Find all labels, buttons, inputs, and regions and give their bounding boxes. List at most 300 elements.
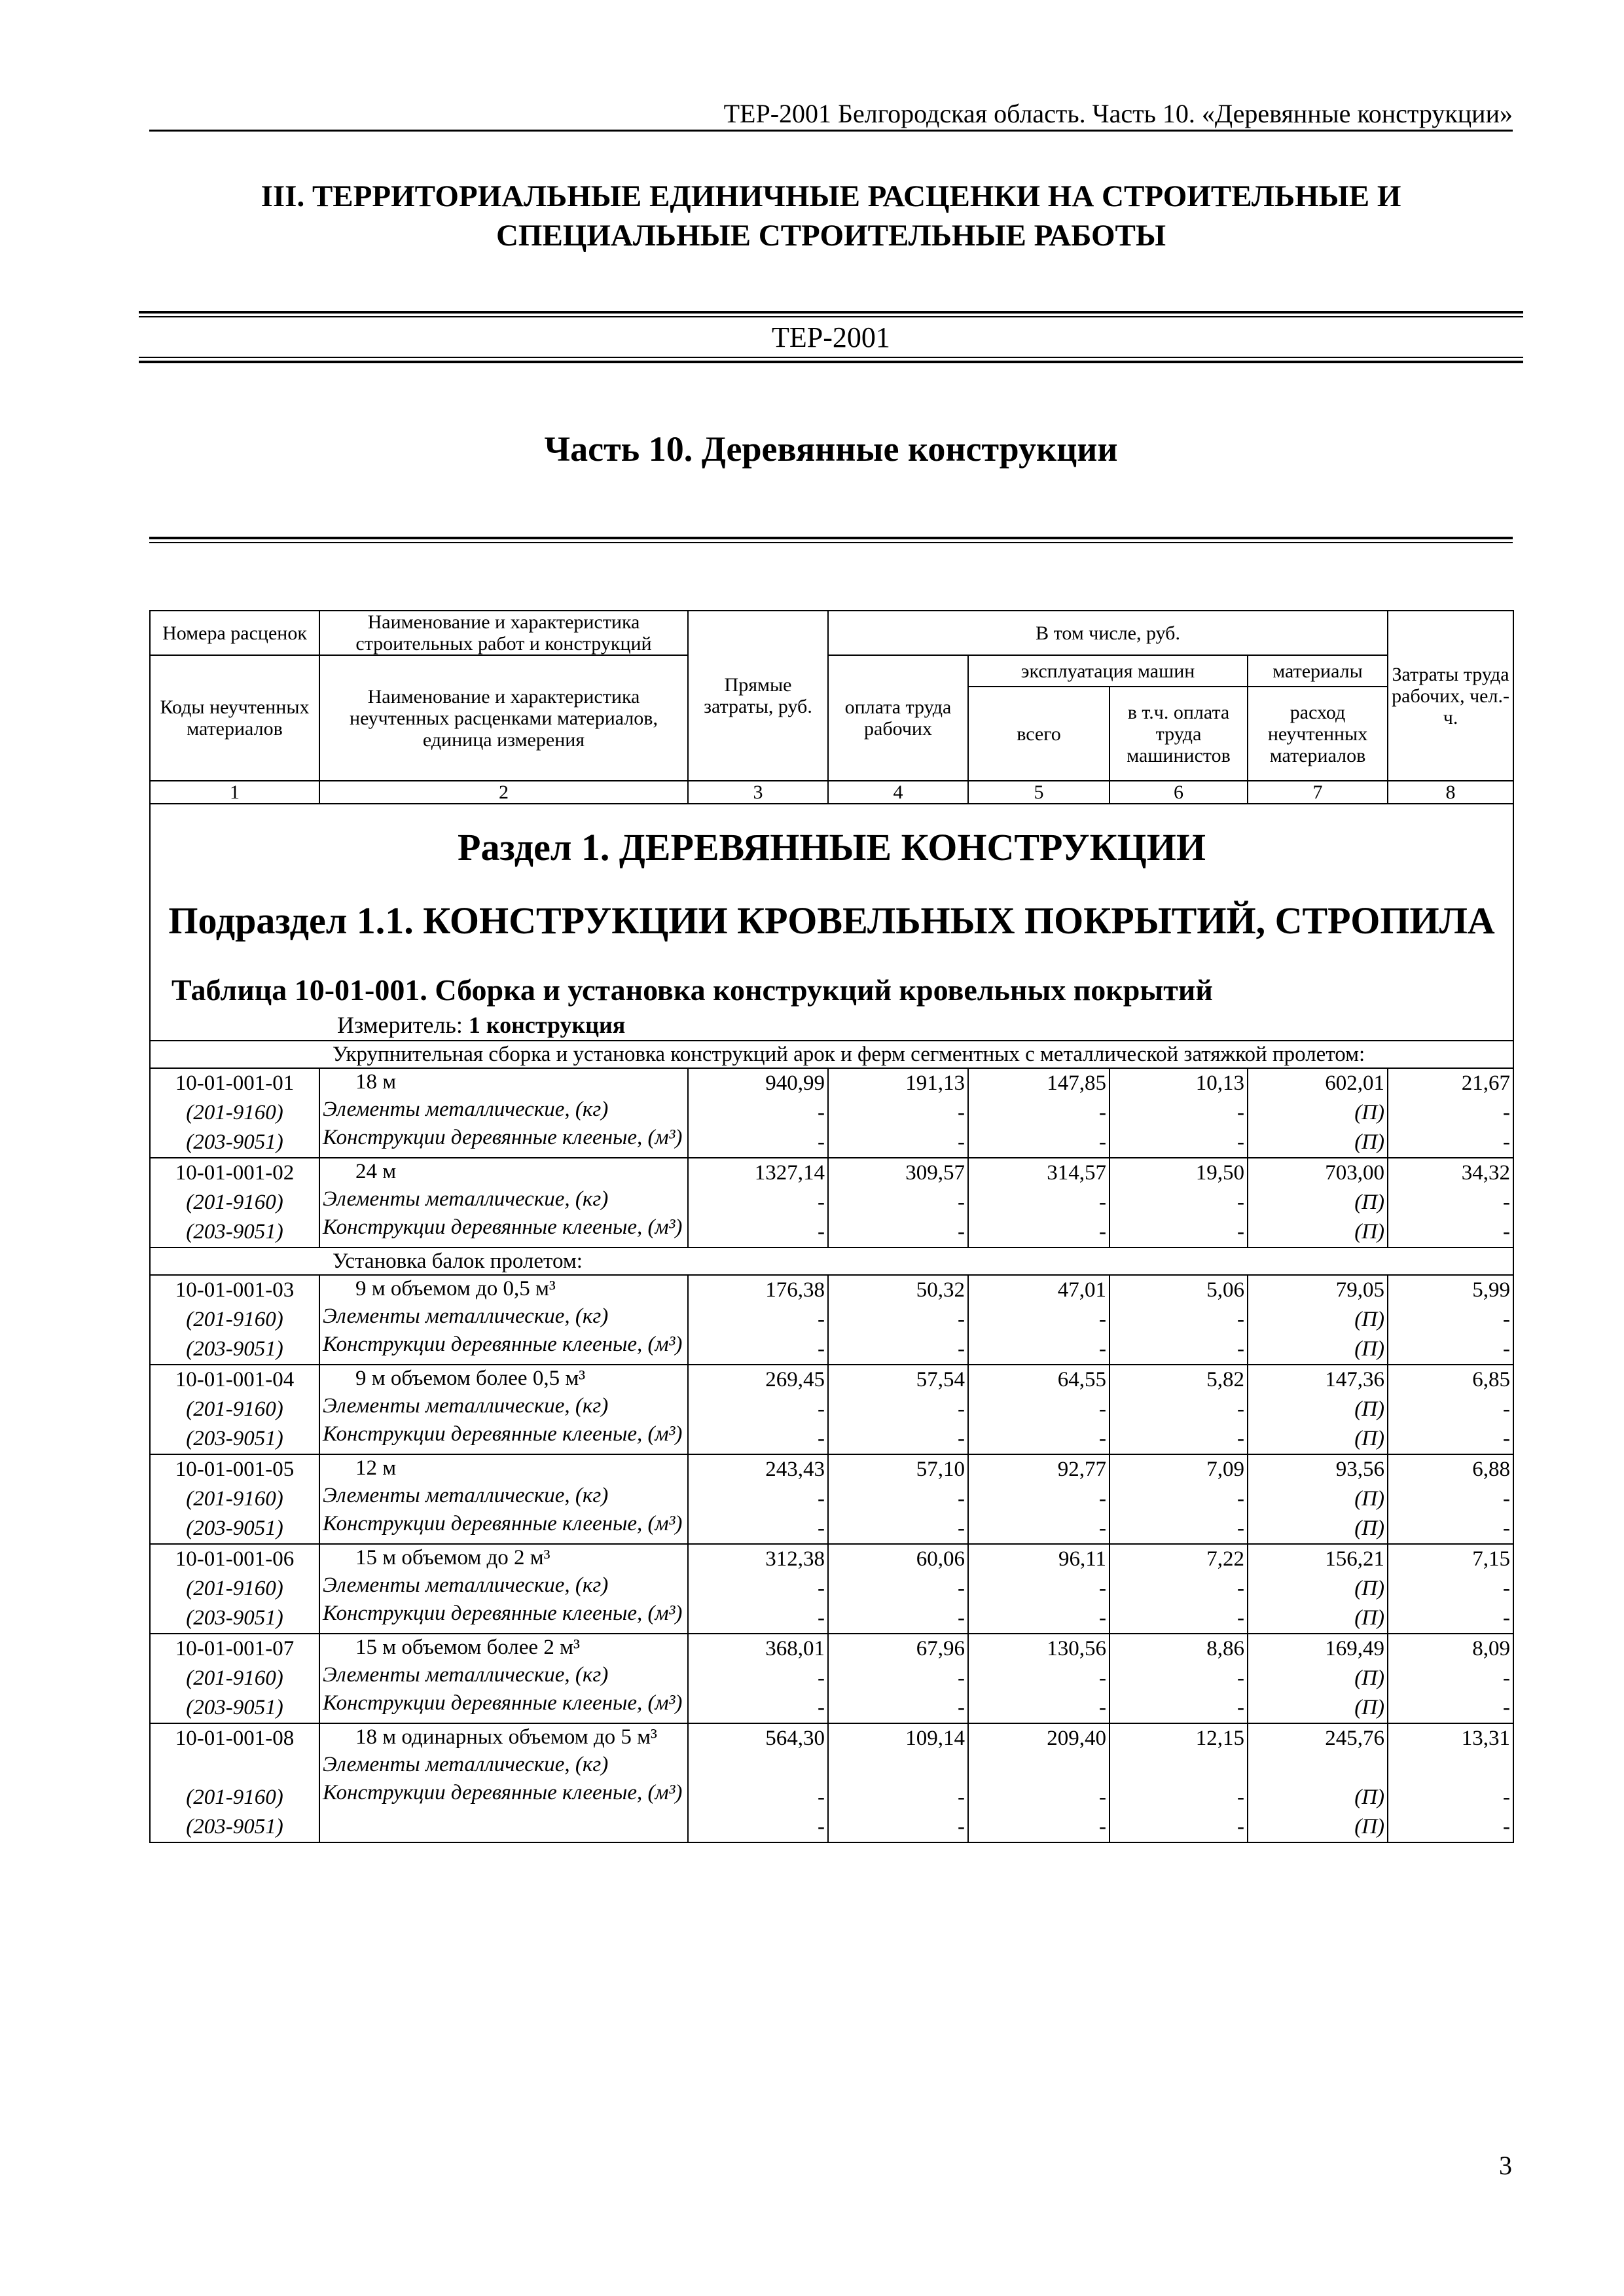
name-cell xyxy=(319,1275,688,1365)
machpay-cell xyxy=(1110,1454,1248,1544)
material-mark: (П) xyxy=(1354,1487,1385,1511)
material-code: (203-9051) xyxy=(186,1130,283,1154)
material-code: (201-9160) xyxy=(186,1101,283,1124)
header-rates-numbers: Номера расценок xyxy=(150,611,319,655)
direct-cell xyxy=(688,1723,828,1842)
work-name: 12 м xyxy=(355,1456,397,1480)
direct-value: 564,30 xyxy=(765,1727,825,1750)
header-direct-costs: Прямые затраты, руб. xyxy=(688,611,828,781)
labor-value: 5,99 xyxy=(1472,1278,1511,1302)
code-cell xyxy=(150,1365,319,1454)
material-code: (201-9160) xyxy=(186,1487,283,1511)
mat-cell xyxy=(1248,1068,1388,1158)
dash: - xyxy=(958,1577,965,1600)
labor-cell xyxy=(1388,1634,1513,1723)
direct-cell xyxy=(688,1454,828,1544)
pay-value: 109,14 xyxy=(905,1727,965,1750)
pay-cell xyxy=(828,1723,968,1842)
header-work-name: Наименование и характеристика строительных работ и конструкций xyxy=(319,611,688,655)
group-row xyxy=(150,1041,1513,1068)
material-name: Элементы металлические, (кг) xyxy=(323,1753,609,1776)
table-title: Таблица 10-01-001. Сборка и установка конструкций кровельных покрытий xyxy=(171,973,1213,1007)
dash: - xyxy=(1237,1397,1244,1421)
group-row-spacer xyxy=(150,1247,319,1275)
direct-cell xyxy=(688,1634,828,1723)
col-num: 7 xyxy=(1248,781,1388,804)
material-mark: (П) xyxy=(1354,1191,1385,1214)
work-name: 15 м объемом до 2 м³ xyxy=(355,1546,550,1570)
material-code: (203-9051) xyxy=(186,1815,283,1839)
box-bottom-rule xyxy=(139,357,1523,363)
material-code: (201-9160) xyxy=(186,1397,283,1421)
material-code: (203-9051) xyxy=(186,1606,283,1630)
material-code: (203-9051) xyxy=(186,1696,283,1719)
dash: - xyxy=(1099,1101,1106,1124)
dash: - xyxy=(1503,1308,1511,1331)
dash: - xyxy=(1237,1815,1244,1839)
material-mark: (П) xyxy=(1354,1101,1385,1124)
dash: - xyxy=(1503,1516,1511,1540)
machpay-cell xyxy=(1110,1544,1248,1634)
labor-value: 6,88 xyxy=(1472,1458,1511,1481)
dash: - xyxy=(1237,1516,1244,1540)
labor-cell xyxy=(1388,1158,1513,1247)
dash: - xyxy=(1503,1130,1511,1154)
dash: - xyxy=(1503,1577,1511,1600)
mat-cell xyxy=(1248,1544,1388,1634)
dash: - xyxy=(958,1666,965,1690)
machpay-value: 19,50 xyxy=(1195,1161,1244,1185)
dash: - xyxy=(818,1516,825,1540)
material-code: (201-9160) xyxy=(186,1577,283,1600)
dash: - xyxy=(958,1191,965,1214)
dash: - xyxy=(1503,1815,1511,1839)
labor-value: 8,09 xyxy=(1472,1637,1511,1660)
name-cell xyxy=(319,1158,688,1247)
direct-value: 940,99 xyxy=(765,1071,825,1095)
machpay-value: 10,13 xyxy=(1195,1071,1244,1095)
dash: - xyxy=(1503,1101,1511,1124)
machpay-cell xyxy=(1110,1275,1248,1365)
dash: - xyxy=(818,1308,825,1331)
dash: - xyxy=(818,1101,825,1124)
mat-cell xyxy=(1248,1275,1388,1365)
mat-value: 147,36 xyxy=(1325,1368,1385,1391)
header-rule xyxy=(149,130,1513,132)
machpay-value: 5,06 xyxy=(1206,1278,1244,1302)
dash: - xyxy=(958,1101,965,1124)
dash: - xyxy=(1503,1427,1511,1450)
header-total: всего xyxy=(968,687,1110,781)
table-row xyxy=(150,1158,1513,1247)
name-cell xyxy=(319,1634,688,1723)
work-name: 18 м одинарных объемом до 5 м³ xyxy=(355,1725,657,1749)
rate-code: 10-01-001-05 xyxy=(175,1458,295,1481)
header-machine-op: эксплуатация машин xyxy=(968,655,1248,687)
header-labor-costs: Затраты труда рабочих, чел.-ч. xyxy=(1388,611,1513,781)
dash: - xyxy=(958,1337,965,1361)
work-name: 9 м объемом более 0,5 м³ xyxy=(355,1367,586,1390)
dash: - xyxy=(818,1487,825,1511)
pay-cell xyxy=(828,1275,968,1365)
mat-cell xyxy=(1248,1723,1388,1842)
labor-cell xyxy=(1388,1454,1513,1544)
dash: - xyxy=(1237,1308,1244,1331)
dash: - xyxy=(1237,1191,1244,1214)
dash: - xyxy=(1099,1516,1106,1540)
ter-label: ТЕР-2001 xyxy=(772,321,890,353)
direct-value: 368,01 xyxy=(765,1637,825,1660)
material-name: Конструкции деревянные клееные, (м³) xyxy=(323,1333,683,1356)
labor-cell xyxy=(1388,1723,1513,1842)
dash: - xyxy=(818,1130,825,1154)
material-code: (201-9160) xyxy=(186,1785,283,1809)
col-num: 1 xyxy=(150,781,319,804)
mach-cell xyxy=(968,1454,1110,1544)
pay-value: 50,32 xyxy=(916,1278,965,1302)
unit-line xyxy=(165,1010,1498,1040)
col-num: 4 xyxy=(828,781,968,804)
mach-value: 130,56 xyxy=(1047,1637,1106,1660)
direct-value: 176,38 xyxy=(765,1278,825,1302)
work-name: 24 м xyxy=(355,1160,397,1183)
group-row-spacer xyxy=(150,1041,319,1068)
dash: - xyxy=(1099,1577,1106,1600)
header-incl: В том числе, руб. xyxy=(828,611,1388,655)
material-mark: (П) xyxy=(1354,1516,1385,1540)
dash: - xyxy=(1237,1785,1244,1809)
direct-cell xyxy=(688,1544,828,1634)
part-title: Часть 10. Деревянные конструкции xyxy=(544,429,1118,469)
material-name: Элементы металлические, (кг) xyxy=(323,1187,609,1211)
rate-code: 10-01-001-07 xyxy=(175,1637,295,1660)
mat-value: 703,00 xyxy=(1325,1161,1385,1185)
subsection-title: Подраздел 1.1. КОНСТРУКЦИИ КРОВЕЛЬНЫХ ПОКРЫТИЙ, СТРОПИЛА xyxy=(168,899,1495,942)
pay-value: 191,13 xyxy=(905,1071,965,1095)
pay-value: 67,96 xyxy=(916,1637,965,1660)
dash: - xyxy=(1237,1696,1244,1719)
code-cell xyxy=(150,1275,319,1365)
unit-value: 1 конструкция xyxy=(468,1012,626,1038)
mach-cell xyxy=(968,1275,1110,1365)
work-name: 15 м объемом более 2 м³ xyxy=(355,1636,580,1659)
work-name: 9 м объемом до 0,5 м³ xyxy=(355,1277,556,1300)
direct-cell xyxy=(688,1365,828,1454)
rate-code: 10-01-001-06 xyxy=(175,1547,295,1571)
material-mark: (П) xyxy=(1354,1815,1385,1839)
material-name: Конструкции деревянные клееные, (м³) xyxy=(323,1781,683,1804)
mat-value: 79,05 xyxy=(1335,1278,1385,1302)
pay-value: 57,54 xyxy=(916,1368,965,1391)
spacer xyxy=(691,1753,825,1783)
pay-cell xyxy=(828,1454,968,1544)
dash: - xyxy=(818,1785,825,1809)
rates-table xyxy=(149,610,1514,1843)
section-title: Раздел 1. ДЕРЕВЯННЫЕ КОНСТРУКЦИИ xyxy=(458,826,1206,869)
direct-value: 1327,14 xyxy=(754,1161,825,1185)
unit-label: Измеритель: xyxy=(337,1012,463,1038)
dash: - xyxy=(818,1427,825,1450)
labor-cell xyxy=(1388,1068,1513,1158)
dash: - xyxy=(958,1815,965,1839)
dash: - xyxy=(1237,1220,1244,1244)
name-cell xyxy=(319,1544,688,1634)
group-title: Укрупнительная сборка и установка конструкций арок и ферм сегментных с металлической затяжкой пролетом: xyxy=(319,1041,1513,1068)
material-name: Элементы металлические, (кг) xyxy=(323,1394,609,1418)
machpay-value: 5,82 xyxy=(1206,1368,1244,1391)
dash: - xyxy=(958,1397,965,1421)
pay-cell xyxy=(828,1158,968,1247)
mach-value: 64,55 xyxy=(1057,1368,1106,1391)
dash: - xyxy=(1099,1696,1106,1719)
table-row xyxy=(150,1634,1513,1723)
document-title-line-2: СПЕЦИАЛЬНЫЕ СТРОИТЕЛЬНЫЕ РАБОТЫ xyxy=(496,219,1166,253)
direct-value: 243,43 xyxy=(765,1458,825,1481)
material-mark: (П) xyxy=(1354,1606,1385,1630)
dash: - xyxy=(1503,1606,1511,1630)
labor-value: 21,67 xyxy=(1461,1071,1511,1095)
mach-value: 314,57 xyxy=(1047,1161,1106,1185)
dash: - xyxy=(1099,1220,1106,1244)
dash: - xyxy=(1099,1130,1106,1154)
mach-value: 209,40 xyxy=(1047,1727,1106,1750)
table-row xyxy=(150,1365,1513,1454)
document-title-line-1: III. ТЕРРИТОРИАЛЬНЫЕ ЕДИНИЧНЫЕ РАСЦЕНКИ НА СТРОИТЕЛЬНЫЕ И xyxy=(261,179,1401,213)
mach-value: 147,85 xyxy=(1047,1071,1106,1095)
material-mark: (П) xyxy=(1354,1577,1385,1600)
dash: - xyxy=(958,1487,965,1511)
dash: - xyxy=(1099,1308,1106,1331)
column-numbers-row xyxy=(150,781,1513,804)
spacer xyxy=(1251,1753,1384,1783)
dash: - xyxy=(1237,1130,1244,1154)
material-code: (203-9051) xyxy=(186,1516,283,1540)
table-row xyxy=(150,1544,1513,1634)
code-cell xyxy=(150,1723,319,1842)
dash: - xyxy=(1237,1427,1244,1450)
header-codes: Коды неучтенных материалов xyxy=(150,655,319,781)
mat-value: 93,56 xyxy=(1335,1458,1385,1481)
dash: - xyxy=(1237,1101,1244,1124)
dash: - xyxy=(958,1785,965,1809)
machpay-cell xyxy=(1110,1158,1248,1247)
material-mark: (П) xyxy=(1354,1785,1385,1809)
material-mark: (П) xyxy=(1354,1696,1385,1719)
dash: - xyxy=(1503,1397,1511,1421)
rate-code: 10-01-001-02 xyxy=(175,1161,295,1185)
dash: - xyxy=(958,1220,965,1244)
labor-value: 7,15 xyxy=(1472,1547,1511,1571)
dash: - xyxy=(1099,1487,1106,1511)
pay-cell xyxy=(828,1544,968,1634)
table-row xyxy=(150,1723,1513,1842)
table-row xyxy=(150,1068,1513,1158)
direct-cell xyxy=(688,1158,828,1247)
mat-value: 602,01 xyxy=(1325,1071,1385,1095)
material-code: (201-9160) xyxy=(186,1666,283,1690)
mat-value: 156,21 xyxy=(1325,1547,1385,1571)
header-material-use: расход неучтенных материалов xyxy=(1248,687,1388,781)
material-code: (203-9051) xyxy=(186,1337,283,1361)
dash: - xyxy=(1099,1397,1106,1421)
labor-cell xyxy=(1388,1365,1513,1454)
material-name: Элементы металлические, (кг) xyxy=(323,1484,609,1507)
material-name: Конструкции деревянные клееные, (м³) xyxy=(323,1602,683,1625)
direct-value: 269,45 xyxy=(765,1368,825,1391)
header-materials: материалы xyxy=(1248,655,1388,687)
code-cell xyxy=(150,1634,319,1723)
material-name: Конструкции деревянные клееные, (м³) xyxy=(323,1691,683,1715)
material-code: (203-9051) xyxy=(186,1427,283,1450)
direct-value: 312,38 xyxy=(765,1547,825,1571)
mat-cell xyxy=(1248,1365,1388,1454)
mat-value: 245,76 xyxy=(1325,1727,1385,1750)
dash: - xyxy=(1237,1666,1244,1690)
mat-cell xyxy=(1248,1158,1388,1247)
machpay-cell xyxy=(1110,1634,1248,1723)
material-name: Элементы металлические, (кг) xyxy=(323,1098,609,1121)
mach-cell xyxy=(968,1365,1110,1454)
dash: - xyxy=(1099,1606,1106,1630)
part-rule xyxy=(149,537,1513,543)
dash: - xyxy=(1237,1606,1244,1630)
dash: - xyxy=(1237,1577,1244,1600)
material-mark: (П) xyxy=(1354,1308,1385,1331)
mach-cell xyxy=(968,1544,1110,1634)
pay-value: 57,10 xyxy=(916,1458,965,1481)
pay-cell xyxy=(828,1068,968,1158)
material-mark: (П) xyxy=(1354,1397,1385,1421)
rate-code: 10-01-001-08 xyxy=(175,1727,295,1750)
material-name: Элементы металлические, (кг) xyxy=(323,1573,609,1597)
dash: - xyxy=(958,1516,965,1540)
material-mark: (П) xyxy=(1354,1666,1385,1690)
rate-code: 10-01-001-04 xyxy=(175,1368,295,1391)
labor-cell xyxy=(1388,1544,1513,1634)
machpay-value: 8,86 xyxy=(1206,1637,1244,1660)
direct-cell xyxy=(688,1068,828,1158)
dash: - xyxy=(1099,1337,1106,1361)
pay-cell xyxy=(828,1634,968,1723)
material-name: Конструкции деревянные клееные, (м³) xyxy=(323,1422,683,1446)
box-top-rule xyxy=(139,311,1523,317)
dash: - xyxy=(1099,1427,1106,1450)
spacer xyxy=(1391,1753,1510,1783)
header-worker-pay: оплата труда рабочих xyxy=(828,655,968,781)
mach-cell xyxy=(968,1158,1110,1247)
section-header-cell xyxy=(150,804,1513,1041)
dash: - xyxy=(1503,1191,1511,1214)
dash: - xyxy=(1099,1785,1106,1809)
material-name: Элементы металлические, (кг) xyxy=(323,1304,609,1328)
col-num: 8 xyxy=(1388,781,1513,804)
material-mark: (П) xyxy=(1354,1427,1385,1450)
dash: - xyxy=(958,1308,965,1331)
machpay-cell xyxy=(1110,1365,1248,1454)
dash: - xyxy=(1237,1487,1244,1511)
pay-value: 60,06 xyxy=(916,1547,965,1571)
dash: - xyxy=(1503,1666,1511,1690)
header-material-name: Наименование и характеристика неучтенных расценками материалов, единица измерения xyxy=(319,655,688,781)
mat-cell xyxy=(1248,1454,1388,1544)
labor-value: 13,31 xyxy=(1461,1727,1511,1750)
table-row xyxy=(150,1454,1513,1544)
material-code: (203-9051) xyxy=(186,1220,283,1244)
group-row xyxy=(150,1247,1513,1275)
material-name: Конструкции деревянные клееные, (м³) xyxy=(323,1215,683,1239)
work-name: 18 м xyxy=(355,1070,397,1094)
dash: - xyxy=(958,1427,965,1450)
mat-value: 169,49 xyxy=(1325,1637,1385,1660)
dash: - xyxy=(818,1220,825,1244)
rate-code: 10-01-001-03 xyxy=(175,1278,295,1302)
table-header xyxy=(150,611,1513,804)
machpay-cell xyxy=(1110,1068,1248,1158)
code-cell xyxy=(150,1068,319,1158)
pay-value: 309,57 xyxy=(905,1161,965,1185)
dash: - xyxy=(818,1337,825,1361)
name-cell xyxy=(319,1068,688,1158)
dash: - xyxy=(1099,1191,1106,1214)
dash: - xyxy=(818,1577,825,1600)
material-name: Конструкции деревянные клееные, (м³) xyxy=(323,1512,683,1535)
header-machinist-pay: в т.ч. оплата труда машинистов xyxy=(1110,687,1248,781)
table-row xyxy=(150,1275,1513,1365)
mat-cell xyxy=(1248,1634,1388,1723)
mach-cell xyxy=(968,1723,1110,1842)
dash: - xyxy=(1503,1487,1511,1511)
mach-cell xyxy=(968,1068,1110,1158)
pay-cell xyxy=(828,1365,968,1454)
dash: - xyxy=(818,1606,825,1630)
material-name: Элементы металлические, (кг) xyxy=(323,1663,609,1687)
name-cell xyxy=(319,1723,688,1842)
dash: - xyxy=(818,1815,825,1839)
mach-value: 47,01 xyxy=(1057,1278,1106,1302)
mach-value: 96,11 xyxy=(1058,1547,1106,1571)
code-cell xyxy=(150,1454,319,1544)
direct-cell xyxy=(688,1275,828,1365)
dash: - xyxy=(958,1606,965,1630)
group-title: Установка балок пролетом: xyxy=(319,1247,1513,1275)
dash: - xyxy=(1503,1696,1511,1719)
labor-value: 6,85 xyxy=(1472,1368,1511,1391)
col-num: 5 xyxy=(968,781,1110,804)
machpay-cell xyxy=(1110,1723,1248,1842)
spacer xyxy=(971,1753,1106,1783)
document-title xyxy=(149,177,1513,255)
mach-value: 92,77 xyxy=(1057,1458,1106,1481)
dash: - xyxy=(1099,1815,1106,1839)
table-body xyxy=(150,804,1513,1842)
labor-cell xyxy=(1388,1275,1513,1365)
col-num: 3 xyxy=(688,781,828,804)
dash: - xyxy=(1503,1337,1511,1361)
mach-cell xyxy=(968,1634,1110,1723)
code-cell xyxy=(150,1544,319,1634)
code-cell xyxy=(150,1158,319,1247)
name-cell xyxy=(319,1454,688,1544)
spacer xyxy=(1113,1753,1244,1783)
rate-code: 10-01-001-01 xyxy=(175,1071,295,1095)
spacer xyxy=(153,1753,316,1783)
machpay-value: 7,09 xyxy=(1206,1458,1244,1481)
material-code: (201-9160) xyxy=(186,1308,283,1331)
page-number: 3 xyxy=(1499,2151,1512,2180)
dash: - xyxy=(1503,1220,1511,1244)
dash: - xyxy=(958,1696,965,1719)
running-header: ТЕР-2001 Белгородская область. Часть 10. «Деревянные конструкции» xyxy=(723,99,1513,128)
